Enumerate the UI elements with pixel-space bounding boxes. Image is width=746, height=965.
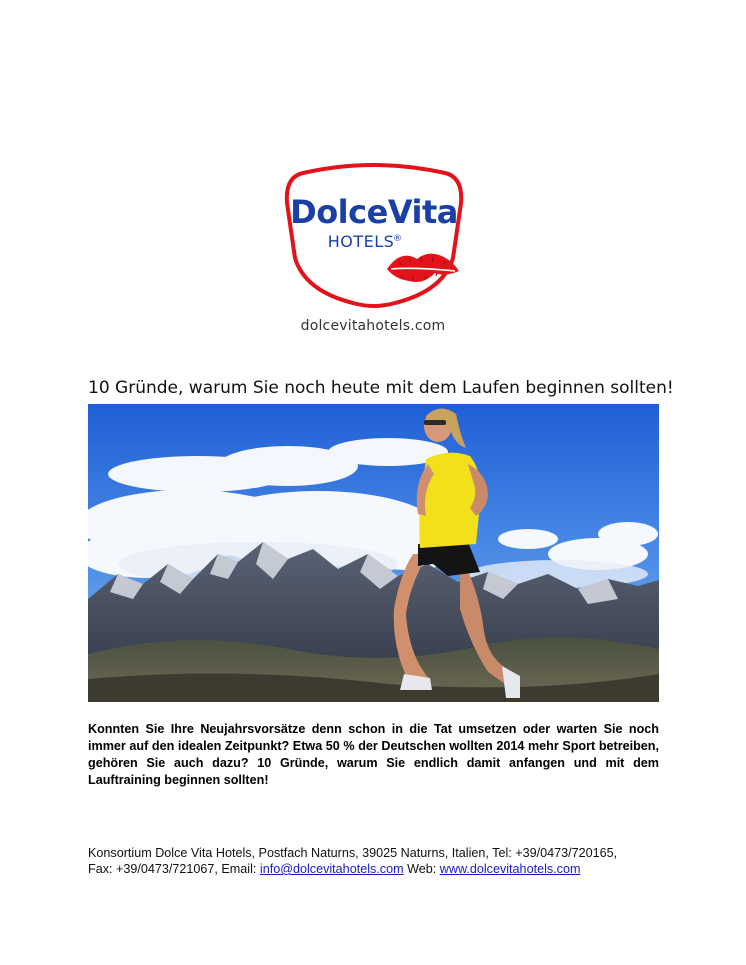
footer-web-label: Web:	[403, 862, 440, 876]
runner-mountains-photo	[88, 404, 659, 702]
footer-line-2	[88, 861, 688, 877]
page-title: 10 Gründe, warum Sie noch heute mit dem Laufen beginnen sollten!	[88, 378, 674, 398]
website-caption: dolcevitahotels.com	[300, 318, 446, 334]
hero-image	[88, 404, 659, 702]
website-link[interactable]: www.dolcevitahotels.com	[439, 862, 581, 876]
logo-sub-name: HOTELS	[327, 232, 395, 251]
intro-paragraph: Konnten Sie Ihre Neujahrsvorsätze denn schon in die Tat umsetzen oder warten Sie noch immer auf den idealen Zeitpunkt? Etwa 50 % der Deutschen wollten 2014 mehr Sport betreiben, gehören Sie auch dazu? 10 Gründe, warum Sie endlich damit anfangen und mit dem Lauftraining beginnen sollten!	[88, 722, 659, 787]
footer-contact	[88, 845, 688, 877]
footer-line-1: Konsortium Dolce Vita Hotels, Postfach Naturns, 39025 Naturns, Italien, Tel: +39/0473/720165,	[88, 846, 618, 860]
logo-registered-mark: ®	[393, 234, 402, 244]
email-link[interactable]: info@dolcevitahotels.com	[259, 862, 404, 876]
logo-brand-name: DolceVita	[290, 193, 458, 231]
dolcevita-logo	[283, 163, 465, 308]
footer-fax-label: Fax: +39/0473/721067, Email:	[88, 862, 260, 876]
